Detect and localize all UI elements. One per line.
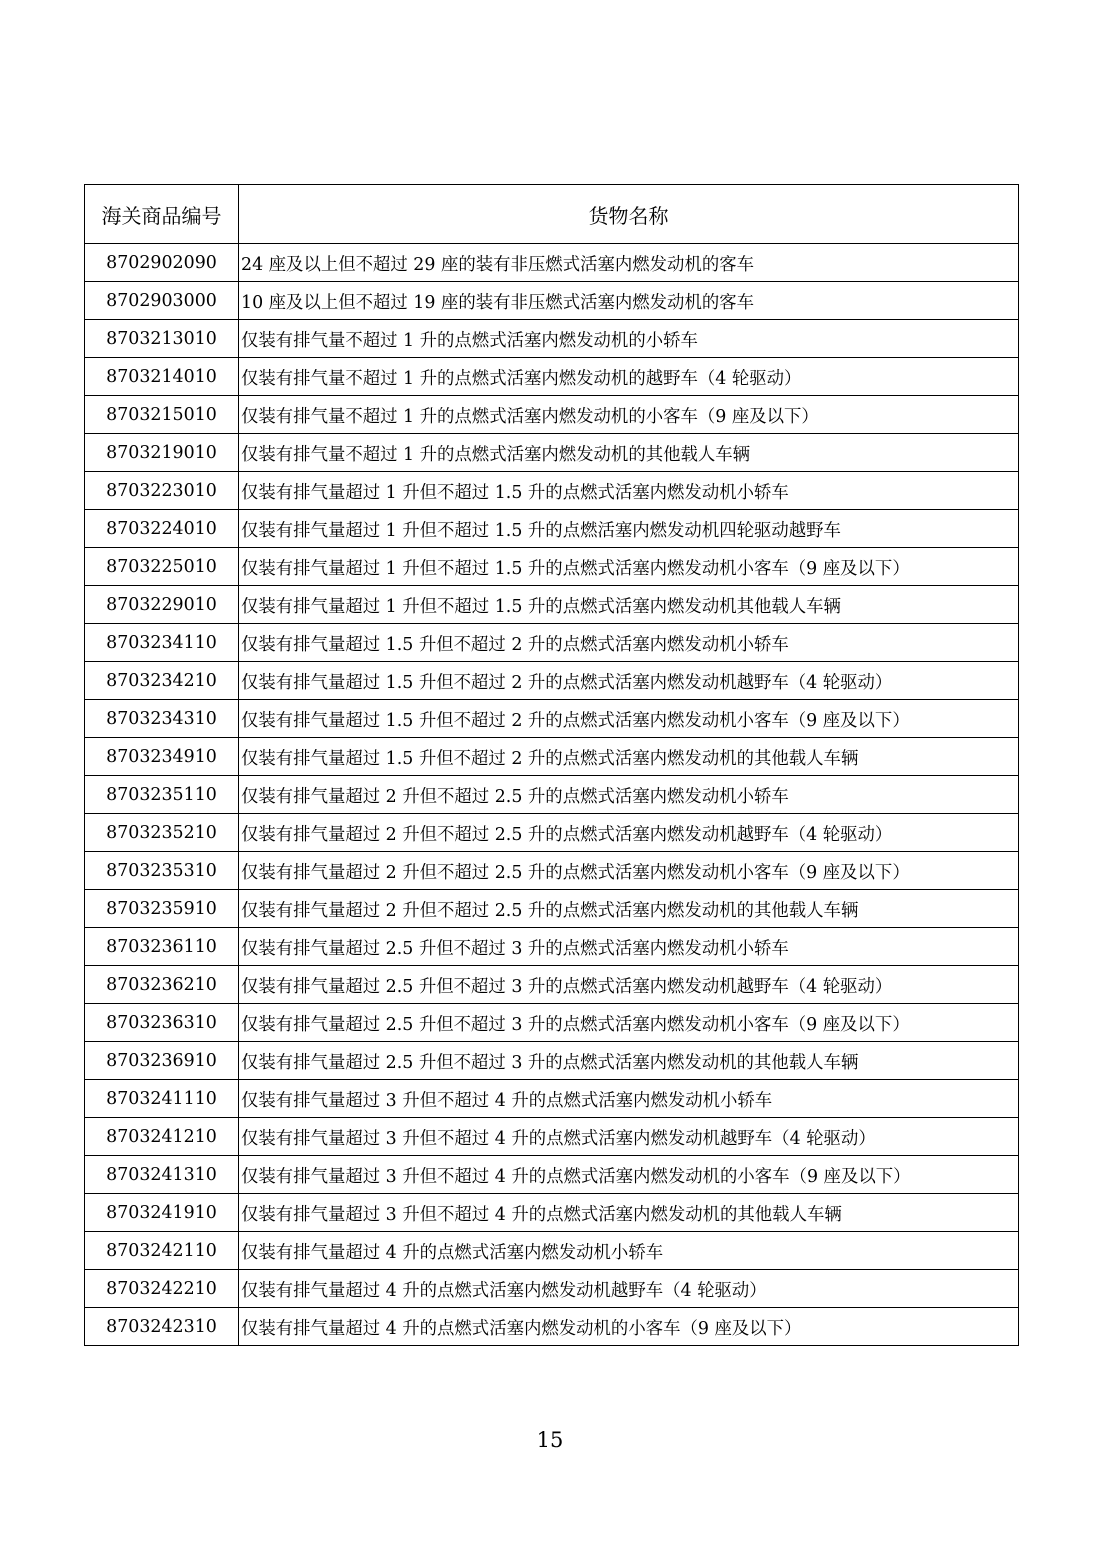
table-row <box>85 1232 1019 1270</box>
goods-name-cell: 仅装有排气量不超过 1 升的点燃式活塞内燃发动机的小轿车 <box>239 320 1019 358</box>
goods-name-cell: 仅装有排气量超过 2.5 升但不超过 3 升的点燃式活塞内燃发动机小客车（9 座及以下） <box>239 1004 1019 1042</box>
goods-name-cell: 仅装有排气量超过 1.5 升但不超过 2 升的点燃式活塞内燃发动机小轿车 <box>239 624 1019 662</box>
goods-table <box>84 184 1019 1346</box>
table-row <box>85 548 1019 586</box>
table-row <box>85 244 1019 282</box>
customs-code-cell: 8703229010 <box>85 586 239 624</box>
customs-code-cell: 8703242310 <box>85 1308 239 1346</box>
table-row <box>85 966 1019 1004</box>
table-row <box>85 1042 1019 1080</box>
goods-name-cell: 仅装有排气量不超过 1 升的点燃式活塞内燃发动机的小客车（9 座及以下） <box>239 396 1019 434</box>
table-row <box>85 700 1019 738</box>
goods-name-cell: 仅装有排气量超过 2.5 升但不超过 3 升的点燃式活塞内燃发动机越野车（4 轮驱动） <box>239 966 1019 1004</box>
customs-code-cell: 8702903000 <box>85 282 239 320</box>
table-row <box>85 1308 1019 1346</box>
page-number: 15 <box>536 1428 564 1452</box>
goods-name-cell: 仅装有排气量超过 1 升但不超过 1.5 升的点燃式活塞内燃发动机小轿车 <box>239 472 1019 510</box>
customs-code-cell: 8703242110 <box>85 1232 239 1270</box>
goods-name-cell: 仅装有排气量超过 2 升但不超过 2.5 升的点燃式活塞内燃发动机的其他载人车辆 <box>239 890 1019 928</box>
customs-code-cell: 8703235310 <box>85 852 239 890</box>
goods-name-cell: 仅装有排气量超过 1 升但不超过 1.5 升的点燃活塞内燃发动机四轮驱动越野车 <box>239 510 1019 548</box>
customs-code-cell: 8703234210 <box>85 662 239 700</box>
goods-name-cell: 仅装有排气量超过 3 升但不超过 4 升的点燃式活塞内燃发动机的小客车（9 座及以下） <box>239 1156 1019 1194</box>
table-row <box>85 1270 1019 1308</box>
goods-name-cell: 仅装有排气量超过 1 升但不超过 1.5 升的点燃式活塞内燃发动机小客车（9 座及以下） <box>239 548 1019 586</box>
table-row <box>85 1118 1019 1156</box>
goods-name-cell: 仅装有排气量超过 1.5 升但不超过 2 升的点燃式活塞内燃发动机越野车（4 轮驱动） <box>239 662 1019 700</box>
goods-name-cell: 仅装有排气量超过 3 升但不超过 4 升的点燃式活塞内燃发动机小轿车 <box>239 1080 1019 1118</box>
goods-name-cell: 仅装有排气量超过 2 升但不超过 2.5 升的点燃式活塞内燃发动机小轿车 <box>239 776 1019 814</box>
goods-name-cell: 仅装有排气量不超过 1 升的点燃式活塞内燃发动机的越野车（4 轮驱动） <box>239 358 1019 396</box>
customs-code-cell: 8703236110 <box>85 928 239 966</box>
goods-name-cell: 仅装有排气量超过 1.5 升但不超过 2 升的点燃式活塞内燃发动机小客车（9 座及以下） <box>239 700 1019 738</box>
customs-code-cell: 8703241210 <box>85 1118 239 1156</box>
customs-code-cell: 8703236910 <box>85 1042 239 1080</box>
goods-name-cell: 10 座及以上但不超过 19 座的装有非压燃式活塞内燃发动机的客车 <box>239 282 1019 320</box>
table-row <box>85 510 1019 548</box>
table-row <box>85 776 1019 814</box>
customs-code-cell: 8703225010 <box>85 548 239 586</box>
customs-code-cell: 8703214010 <box>85 358 239 396</box>
table-row <box>85 1156 1019 1194</box>
goods-name-cell: 仅装有排气量不超过 1 升的点燃式活塞内燃发动机的其他载人车辆 <box>239 434 1019 472</box>
table-row <box>85 586 1019 624</box>
table-row <box>85 1004 1019 1042</box>
table-row <box>85 624 1019 662</box>
table-row <box>85 282 1019 320</box>
customs-code-cell: 8703241110 <box>85 1080 239 1118</box>
goods-name-cell: 仅装有排气量超过 2.5 升但不超过 3 升的点燃式活塞内燃发动机的其他载人车辆 <box>239 1042 1019 1080</box>
customs-code-cell: 8703223010 <box>85 472 239 510</box>
table-row <box>85 738 1019 776</box>
goods-name-cell: 仅装有排气量超过 1 升但不超过 1.5 升的点燃式活塞内燃发动机其他载人车辆 <box>239 586 1019 624</box>
goods-name-cell: 仅装有排气量超过 1.5 升但不超过 2 升的点燃式活塞内燃发动机的其他载人车辆 <box>239 738 1019 776</box>
table-body <box>85 244 1019 1346</box>
customs-code-cell: 8703234910 <box>85 738 239 776</box>
goods-name-cell: 仅装有排气量超过 4 升的点燃式活塞内燃发动机越野车（4 轮驱动） <box>239 1270 1019 1308</box>
customs-code-cell: 8702902090 <box>85 244 239 282</box>
table-row <box>85 358 1019 396</box>
table-row <box>85 852 1019 890</box>
table-row <box>85 890 1019 928</box>
table-header-row <box>85 185 1019 244</box>
customs-code-cell: 8703215010 <box>85 396 239 434</box>
table-row <box>85 320 1019 358</box>
goods-name-cell: 仅装有排气量超过 3 升但不超过 4 升的点燃式活塞内燃发动机的其他载人车辆 <box>239 1194 1019 1232</box>
customs-code-cell: 8703224010 <box>85 510 239 548</box>
goods-name-cell: 仅装有排气量超过 3 升但不超过 4 升的点燃式活塞内燃发动机越野车（4 轮驱动） <box>239 1118 1019 1156</box>
goods-name-cell: 仅装有排气量超过 2 升但不超过 2.5 升的点燃式活塞内燃发动机小客车（9 座及以下） <box>239 852 1019 890</box>
customs-code-cell: 8703213010 <box>85 320 239 358</box>
header-customs-code: 海关商品编号 <box>85 185 239 244</box>
customs-code-cell: 8703241310 <box>85 1156 239 1194</box>
customs-code-cell: 8703241910 <box>85 1194 239 1232</box>
table-row <box>85 662 1019 700</box>
customs-code-cell: 8703236210 <box>85 966 239 1004</box>
customs-code-cell: 8703235110 <box>85 776 239 814</box>
goods-name-cell: 仅装有排气量超过 4 升的点燃式活塞内燃发动机的小客车（9 座及以下） <box>239 1308 1019 1346</box>
goods-name-cell: 仅装有排气量超过 4 升的点燃式活塞内燃发动机小轿车 <box>239 1232 1019 1270</box>
customs-code-cell: 8703235210 <box>85 814 239 852</box>
goods-name-cell: 仅装有排气量超过 2 升但不超过 2.5 升的点燃式活塞内燃发动机越野车（4 轮驱动） <box>239 814 1019 852</box>
table-row <box>85 1194 1019 1232</box>
table-row <box>85 814 1019 852</box>
customs-code-cell: 8703236310 <box>85 1004 239 1042</box>
customs-code-cell: 8703219010 <box>85 434 239 472</box>
table-row <box>85 928 1019 966</box>
customs-code-cell: 8703242210 <box>85 1270 239 1308</box>
table-row <box>85 396 1019 434</box>
customs-code-cell: 8703235910 <box>85 890 239 928</box>
customs-code-cell: 8703234110 <box>85 624 239 662</box>
customs-code-cell: 8703234310 <box>85 700 239 738</box>
goods-name-cell: 仅装有排气量超过 2.5 升但不超过 3 升的点燃式活塞内燃发动机小轿车 <box>239 928 1019 966</box>
header-goods-name: 货物名称 <box>239 185 1019 244</box>
table-row <box>85 434 1019 472</box>
table-row <box>85 1080 1019 1118</box>
goods-name-cell: 24 座及以上但不超过 29 座的装有非压燃式活塞内燃发动机的客车 <box>239 244 1019 282</box>
table-row <box>85 472 1019 510</box>
